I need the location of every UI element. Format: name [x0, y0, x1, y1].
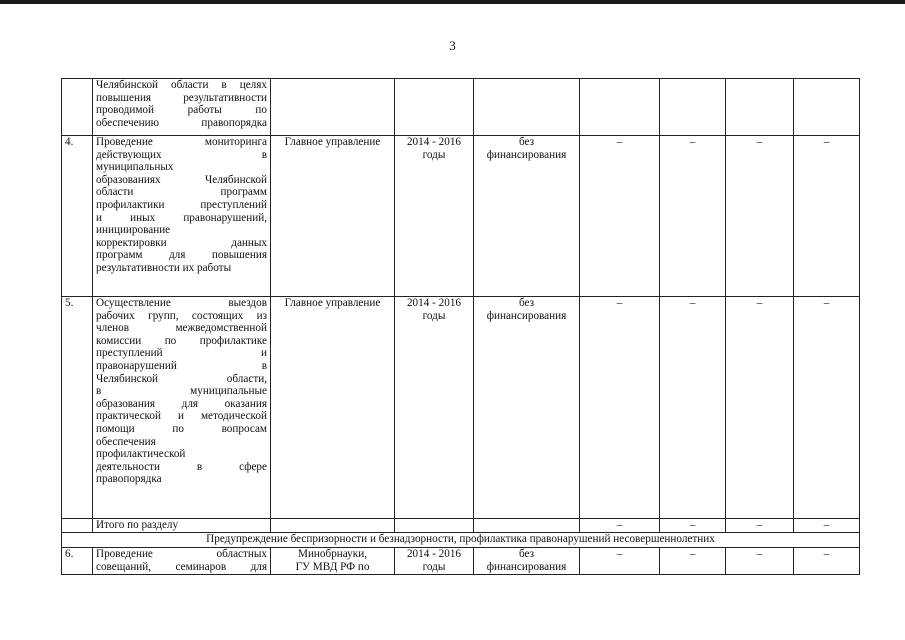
cell-value-1: – — [580, 548, 660, 575]
cell-value-3 — [726, 79, 794, 136]
period-line: 2014 - 2016 — [406, 297, 462, 309]
desc-line: помощи по вопросам — [96, 422, 267, 435]
funding-line: финансирования — [486, 309, 567, 322]
cell-executor — [271, 548, 395, 575]
cell-period — [395, 297, 474, 519]
funding-line: без — [518, 136, 535, 148]
table-row-total — [62, 519, 860, 533]
cell-period — [395, 519, 474, 533]
period-line: 2014 - 2016 — [406, 548, 462, 560]
cell-description — [93, 79, 271, 136]
desc-line: Проведение мониторинга — [96, 136, 267, 148]
cell-funding — [474, 297, 580, 519]
desc-line: программ для повышения — [96, 249, 267, 262]
cell-description — [93, 136, 271, 297]
desc-line: практической и методической — [96, 410, 267, 423]
cell-description — [93, 297, 271, 519]
cell-value-2: – — [660, 548, 726, 575]
desc-line: Челябинской области, — [96, 372, 267, 385]
desc-line: членов межведомственной — [96, 322, 267, 335]
table-row-4 — [62, 136, 860, 297]
cell-value-2: – — [660, 519, 726, 533]
executor-line: ГУ МВД РФ по — [295, 560, 370, 573]
cell-funding — [474, 79, 580, 136]
cell-value-2 — [660, 79, 726, 136]
desc-line: комиссии по профилактике — [96, 334, 267, 347]
cell-value-4: – — [794, 548, 860, 575]
cell-value-4 — [794, 79, 860, 136]
cell-value-4: – — [794, 136, 860, 297]
cell-value-2: – — [660, 297, 726, 519]
funding-line: финансирования — [486, 560, 567, 573]
cell-period — [395, 79, 474, 136]
table-row-continuation — [62, 79, 860, 136]
desc-line: корректировки данных — [96, 236, 267, 249]
desc-line: образования для оказания — [96, 397, 267, 410]
desc-line: обеспечению правопорядка — [96, 116, 267, 129]
cell-value-3: – — [726, 519, 794, 533]
cell-value-1: – — [580, 519, 660, 533]
desc-line: рабочих групп, состоящих из — [96, 309, 267, 322]
cell-num: 4. — [62, 136, 93, 297]
desc-line: правопорядка — [96, 473, 162, 486]
cell-funding — [474, 136, 580, 297]
page-number: 3 — [449, 38, 456, 53]
cell-funding — [474, 548, 580, 575]
cell-executor: Главное управление — [271, 297, 395, 519]
section-heading: Предупреждение беспризорности и безнадзорности, профилактика правонарушений несовершеннолетних — [62, 533, 860, 548]
period-line: годы — [422, 560, 446, 573]
cell-value-1: – — [580, 297, 660, 519]
desc-line: области программ — [96, 186, 267, 199]
cell-value-1 — [580, 79, 660, 136]
cell-value-4: – — [794, 519, 860, 533]
cell-value-3: – — [726, 297, 794, 519]
desc-line: деятельности в сфере — [96, 460, 267, 473]
cell-value-2: – — [660, 136, 726, 297]
funding-line: без — [518, 548, 535, 560]
desc-line: правонарушений в — [96, 359, 267, 372]
desc-line: проводимой работы по — [96, 104, 267, 117]
desc-line: преступлений и — [96, 347, 267, 360]
desc-line: обеспечения — [96, 435, 156, 448]
desc-line: и иных правонарушений, — [96, 211, 267, 224]
cell-num: 6. — [62, 548, 93, 575]
desc-line: муниципальных — [96, 161, 174, 174]
desc-line: повышения результативности — [96, 91, 267, 104]
desc-line: Челябинской области в целях — [96, 79, 267, 91]
funding-line: финансирования — [486, 148, 567, 161]
cell-value-1: – — [580, 136, 660, 297]
desc-line: Осуществление выездов — [96, 297, 267, 309]
cell-value-3: – — [726, 136, 794, 297]
desc-line: в муниципальные — [96, 385, 267, 398]
desc-line: совещаний, семинаров для — [96, 560, 267, 573]
executor-line: Минобрнауки, — [298, 548, 367, 560]
desc-line: действующих в — [96, 148, 267, 161]
desc-line: профилактической — [96, 448, 186, 461]
cell-executor: Главное управление — [271, 136, 395, 297]
cell-funding — [474, 519, 580, 533]
desc-line: инициирование — [96, 224, 171, 237]
program-table — [61, 78, 860, 575]
period-line: годы — [422, 148, 446, 161]
cell-num — [62, 79, 93, 136]
cell-executor — [271, 79, 395, 136]
period-line: годы — [422, 309, 446, 322]
desc-line: результативности их работы — [96, 261, 232, 274]
cell-period — [395, 548, 474, 575]
table-row-6 — [62, 548, 860, 575]
cell-executor — [271, 519, 395, 533]
cell-num: 5. — [62, 297, 93, 519]
desc-line: образованиях Челябинской — [96, 173, 267, 186]
desc-line: профилактики преступлений — [96, 198, 267, 211]
cell-description — [93, 548, 271, 575]
top-border-rule — [0, 0, 905, 4]
period-line: 2014 - 2016 — [406, 136, 462, 148]
funding-line: без — [518, 297, 535, 309]
table-row-5 — [62, 297, 860, 519]
table-row-section — [62, 533, 860, 548]
desc-line: Проведение областных — [96, 548, 267, 560]
cell-value-4: – — [794, 297, 860, 519]
cell-num — [62, 519, 93, 533]
cell-period — [395, 136, 474, 297]
cell-value-3: – — [726, 548, 794, 575]
cell-total-label: Итого по разделу — [93, 519, 271, 533]
